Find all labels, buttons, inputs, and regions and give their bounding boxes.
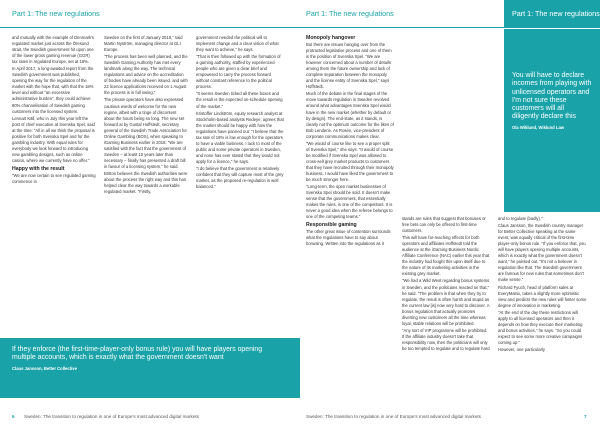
footer-text: Sweden: The transition to regulation in one of Europe's most advanced digital markets xyxy=(306,414,481,419)
paragraph: However, one particularly xyxy=(498,346,546,352)
paragraph: Richard Fyuch, head of platform sales at EveryMatrix, takes a slightly more optimistic view and predicts the new rules will foster some degree of innovation in marketing. xyxy=(498,284,587,308)
paragraph: "Long-term, the open market businesses of Svenska Spel should be sold. It doesn't make sense that the government, that essentially makes the rules, is one of the competitors. It is never a good idea when the referee belongs to one of the competing teams." xyxy=(306,184,393,220)
paragraph: stands are rules that suggest that bonuses or free bets can only be offered to first-time customers. xyxy=(402,216,486,234)
pull-quote xyxy=(0,338,300,398)
paragraph: The private operators have also expressed cautious words of welcome for the new regime, albeit with a tinge of discontent about the hours being so long. The new set forward at by Gustaf Hoffstedt, secretary general of the Swedish Trade Association for Online Gambling (BOS), when speaking to iGaming Business earlier in 2018: "We are satisfied with the fact that the government of Sweden – at least 10 years later than necessary – finally has presented a draft bill in favour of a licensing system," he said. xyxy=(104,97,187,169)
paragraph: Claus Jansson, the Swedish country manager for Better Collective speaking at the same event, was equally critical of the first-time player-only bonus rule. "If you enforce that, you will have players opening multiple accounts, which is exactly what the government doesn't want," he pointed out. "It's not a believer in regulation like that. The Swedish government are famous for new rules that sometimes don't make sense." xyxy=(498,223,586,283)
quote-text: You will have to declare incomes from playing with unlicensed operators and I'm not sure these customers will all diligently declare this xyxy=(512,72,592,121)
paragraph: government needed the political will to implement change and a clear vision of what they want to achieve," he says. xyxy=(196,35,279,53)
quote-text: If they enforce (the first-time-player-only bonus rule) you will have players opening multiple accounts, which is exactly what the government doesn't want xyxy=(12,346,263,362)
page-footer xyxy=(300,412,600,424)
subheading: Monopoly hangover xyxy=(306,35,356,41)
paragraph: "I do believe that the government is relatively confident that they will capture most of the grey market, as the proposed re-regulation is well balanced." xyxy=(196,165,284,190)
paragraph: and to regulate (badly)." xyxy=(498,216,543,221)
text-column-2 xyxy=(402,216,490,352)
quote-attribution: Ola Wiklund, Wiklund Law xyxy=(512,124,565,130)
paragraph: But there are issues hanging over from the protracted legislative process and one of them is the position of Svenska Spel. "We are however concerned about a number of details among them the future ownership and lack of complete separation between the monopoly and the license entity of Svenska Spel," says Hoffstedt. xyxy=(306,42,392,90)
paragraph: Sweden on the first of January 2019," said Martin Nyström, managing director at GLI Europe. xyxy=(104,35,183,53)
page-number: 6 xyxy=(12,414,15,419)
subheading: Responsible gaming xyxy=(306,222,357,229)
text-column-1 xyxy=(306,35,394,248)
page-number: 7 xyxy=(584,414,587,419)
section-title: Part 1: The new regulations xyxy=(512,9,600,18)
text-column-3 xyxy=(196,35,284,190)
text-column-1 xyxy=(12,35,96,185)
section-title: Part 1: The new regulations xyxy=(306,9,394,18)
paragraph: and mutually with the example of Denmark's regulated market just across the Öresund strait, the Swedish government hit upon one of the lower gross gaming revenue (GGR) tax rates in regulated Europe, set at 18%. xyxy=(12,35,95,65)
paragraph: Lennart Käll, who in July this year left the post of chief executive at Svenska Spel, said at the time: "All in all we think the proposal is positive for both Svenska Spel and for the gambling industry. With equal rules for everybody we look forward to introducing new gambling designs, such as online casino, where we currently have no offer." xyxy=(12,115,95,163)
right-page xyxy=(300,0,600,424)
paragraph: "We would of course like to see a proper split of Svenska Spel," she says. "It would of course be modified if Svenska Spel was allowed to cross-sell grey market products to customers that they have recruited through their monopoly business. I would have liked the government to be much stronger here. xyxy=(306,140,394,183)
paragraph: "Any sort of VIP programme will be prohibited. If the affiliate industry doesn't take that responsibility now, then the politicians will only be too tempted to regulate and to regulate hard xyxy=(402,327,490,351)
paragraph: "The process has been well planned, and the Swedish Gaming Authority has met every landmark along the way. The technical regulations and advice on the accreditation of bodies have already been issued, and with 22 licence applications received on 1 August the process is in full swing." xyxy=(104,54,188,96)
quote-attribution: Claus Jansson, Better Collective xyxy=(12,365,77,371)
paragraph: In April 2017, a long-awaited report from the Swedish government was published, opening the way for the regulation of the market with the hope that, with that the 18% level and without "an excessive administrative burden", they could achieve 90% channelisation of Swedish gaming customers into the licensed system. xyxy=(12,66,94,114)
page-header xyxy=(0,0,300,28)
text-column-2 xyxy=(104,35,188,195)
paragraph: "At the end of the day these restrictions will apply to all licensed operators and then it depends on how they execute their marketing and bonus activities," he says. "So you could expect to see some more creative campaigns coming up." xyxy=(498,309,583,345)
text-column-3 xyxy=(498,216,588,353)
section-title: Part 1: The new regulations xyxy=(12,9,100,18)
paragraph: The other great issue of contention surrounds what the regulations have to say about bonusing. Written into the regulations as it xyxy=(306,229,391,247)
paragraph: "That is then followed up with the formation of a gaming authority, staffed by experienced people who are given a clear brief and empowered to carry the process forward without constant reference to the political process. xyxy=(196,54,281,90)
paragraph: This will have far-reaching effects for both operators and affiliates Hoffstedt told the audience at the iGaming Business Nordic Affiliate Conference (NAC) earlier this year that the industry had fought this upon itself due to the nature of its marketing activities in the existing grey market. xyxy=(402,235,490,277)
paragraph: Much of the debate in the final stages of the move towards regulation in Sweden revolved around what advantages Svenska Spel would have in the new market (whether by default or by design). The end-state, as it stands, is clearly not the optimum outcome for the likes of Bob Lenderie. As Rosén, vice-president of corporate communications makes clear. xyxy=(306,91,394,139)
subheading: Happy with the result xyxy=(12,165,65,172)
paragraph: "We had a Wild West regarding bonus systems in Sweden, and the politicians reacted on that," he said. "The problem is that when they try to regulate, the result is often harsh and stupid as the current law [is] now very hard to discover. A bonus regulation that actually promotes diverting new customers all the time whereas loyal, stable relations will be prohibited. xyxy=(402,278,490,326)
paragraph: Britton believes the Swedish authorities were about the process the right way and this has helped clear the way towards a workable regulated market. "Firstly, xyxy=(104,171,188,195)
page-header xyxy=(300,0,504,28)
paragraph: "We are now certain to see regulated gaming commence in xyxy=(12,172,96,185)
page-footer xyxy=(0,412,300,424)
paragraph: "It seems Sweden ticked all these boxes and the result is the expected on-schedule opening of the market." xyxy=(196,91,283,109)
footer-text: Sweden: The transition to regulation in one of Europe's most advanced digital markets xyxy=(24,414,199,419)
paragraph: Kristoffer Lindström, equity research analyst at Stockholm-based analysts Redeye, agrees that the market should be happy with how the regulations have panned out: "I believe that the tax rate of 18% is low enough for the operators to have a viable business. I lack to most of the public and some private operators in Sweden, and none has ever stated that they would not apply for a licence," he says. xyxy=(196,110,284,164)
header-rule xyxy=(504,28,600,29)
pull-quote xyxy=(504,0,600,212)
